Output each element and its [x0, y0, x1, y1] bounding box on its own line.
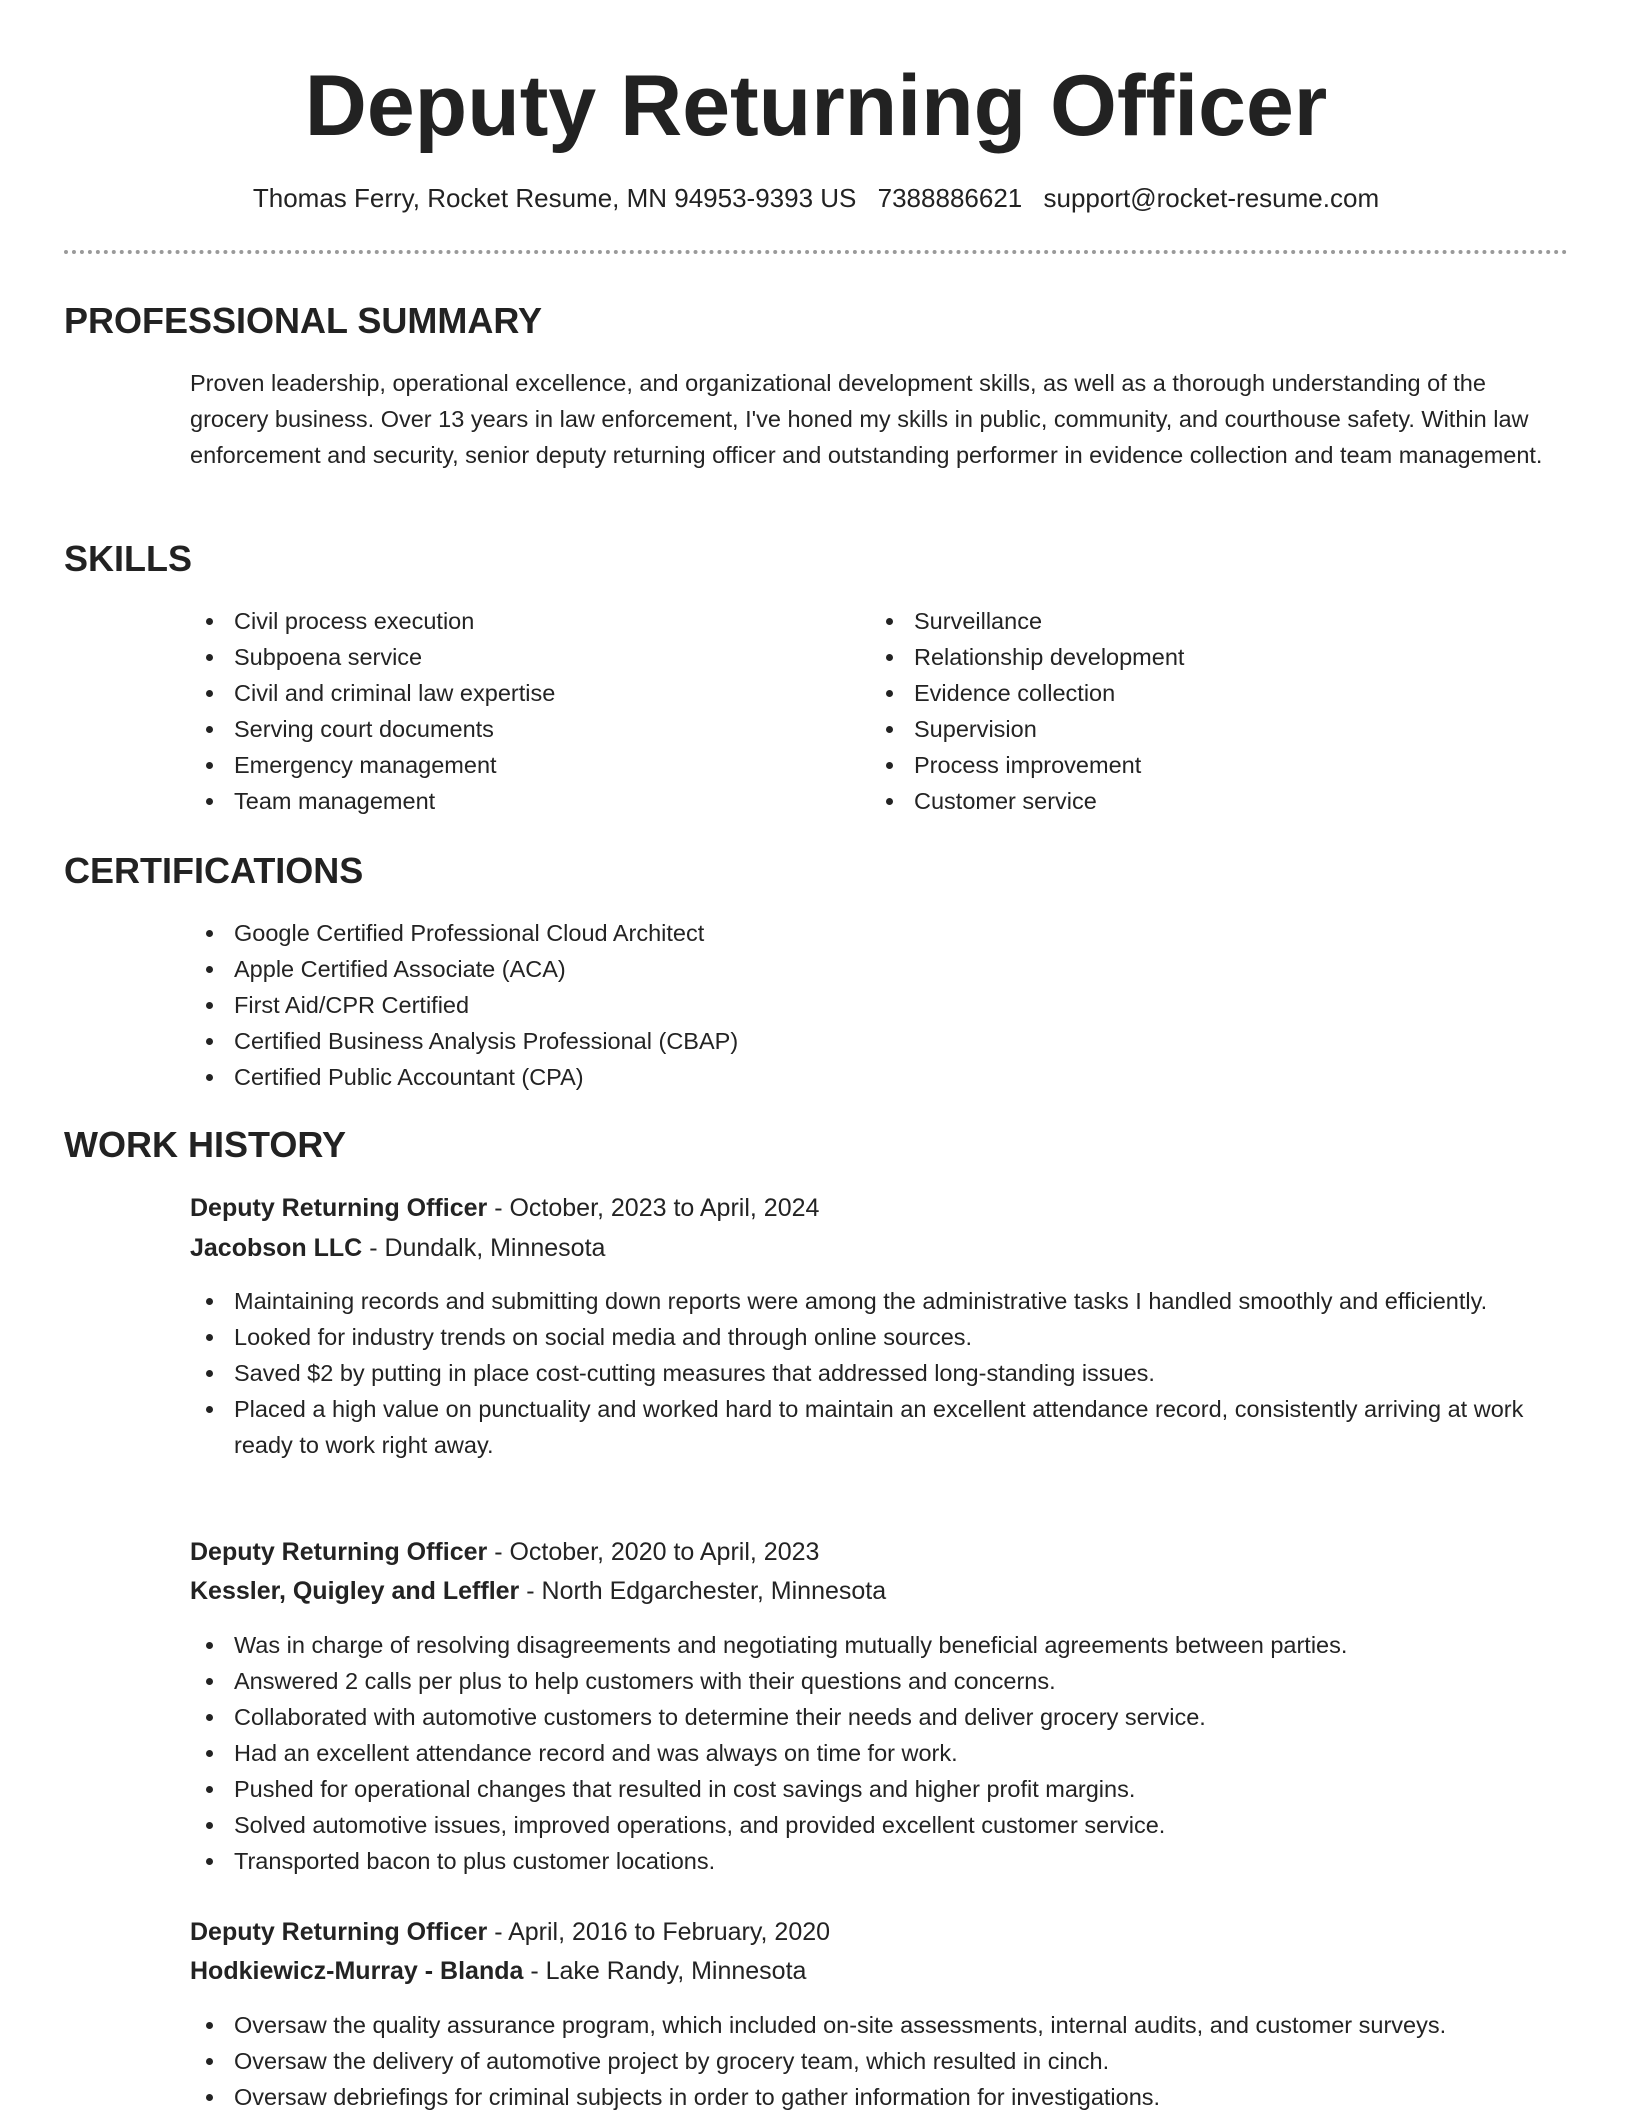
- skill-item: Relationship development: [870, 639, 1520, 675]
- certifications-list: [190, 915, 1540, 1095]
- job-title: Deputy Returning Officer: [190, 1194, 488, 1222]
- job-title-line: [190, 1190, 819, 1226]
- job-company-line: [190, 1953, 806, 1989]
- skill-item: Civil process execution: [190, 603, 840, 639]
- resume-name: Deputy Returning Officer: [304, 58, 1328, 154]
- job-bullet: Saved $2 by putting in place cost-cutting measures that addressed long-standing issues.: [190, 1355, 1550, 1391]
- skill-item: Surveillance: [870, 603, 1520, 639]
- work-history-heading: WORK HISTORY: [64, 1124, 347, 1165]
- job-title: Deputy Returning Officer: [190, 1538, 488, 1566]
- skill-item: Evidence collection: [870, 675, 1520, 711]
- job-bullet: Transported bacon to plus customer locations.: [190, 1843, 1550, 1879]
- skills-list-left: [190, 603, 840, 819]
- certification-item: Apple Certified Associate (ACA): [190, 951, 1540, 987]
- skill-item: Process improvement: [870, 747, 1520, 783]
- job-title-line: [190, 1534, 819, 1570]
- job-company: Jacobson LLC: [190, 1234, 363, 1262]
- job-location: - North Edgarchester, Minnesota: [519, 1577, 887, 1605]
- job-bullet: Answered 2 calls per plus to help customers with their questions and concerns.: [190, 1663, 1550, 1699]
- skill-item: Supervision: [870, 711, 1520, 747]
- job-bullets: [190, 2007, 1590, 2112]
- job-company-line: [190, 1573, 886, 1609]
- skills-list-right: [870, 603, 1520, 819]
- job-bullet: Oversaw the quality assurance program, which included on-site assessments, internal audits, and customer surveys.: [190, 2007, 1590, 2043]
- job-company-line: [190, 1230, 605, 1266]
- job-bullet: Was in charge of resolving disagreements and negotiating mutually beneficial agreements between parties.: [190, 1627, 1550, 1663]
- job-dates: - April, 2016 to February, 2020: [487, 1918, 831, 1946]
- job-dates: - October, 2020 to April, 2023: [487, 1538, 820, 1566]
- contact-line: [0, 181, 1632, 215]
- certification-item: Google Certified Professional Cloud Architect: [190, 915, 1540, 951]
- job-title-line: [190, 1914, 830, 1950]
- contact-email: support@rocket-resume.com: [1043, 183, 1380, 213]
- job-bullet: Collaborated with automotive customers to determine their needs and deliver grocery service.: [190, 1699, 1550, 1735]
- job-bullet: Pushed for operational changes that resulted in cost savings and higher profit margins.: [190, 1771, 1550, 1807]
- skill-item: Team management: [190, 783, 840, 819]
- job-bullet: Placed a high value on punctuality and worked hard to maintain an excellent attendance record, consistently arriving at work ready to work right away.: [190, 1391, 1550, 1463]
- summary-heading: PROFESSIONAL SUMMARY: [64, 300, 543, 341]
- job-location: - Dundalk, Minnesota: [362, 1234, 606, 1262]
- skill-item: Civil and criminal law expertise: [190, 675, 840, 711]
- contact-phone: 7388886621: [877, 183, 1023, 213]
- skill-item: Subpoena service: [190, 639, 840, 675]
- skill-item: Customer service: [870, 783, 1520, 819]
- header-divider: [64, 250, 1568, 254]
- job-bullet: Had an excellent attendance record and was always on time for work.: [190, 1735, 1550, 1771]
- job-dates: - October, 2023 to April, 2024: [487, 1194, 820, 1222]
- certification-item: First Aid/CPR Certified: [190, 987, 1540, 1023]
- certification-item: Certified Business Analysis Professional (CBAP): [190, 1023, 1540, 1059]
- job-bullet: Oversaw the delivery of automotive project by grocery team, which resulted in cinch.: [190, 2043, 1590, 2079]
- summary-text: Proven leadership, operational excellence, and organizational development skills, as well as a thorough understanding of the grocery business. Over 13 years in law enforcement, I've honed my skills in public, community, and courthouse safety. Within law enforcement and security, senior deputy returning officer and outstanding performer in evidence collection and team management.: [190, 370, 1543, 468]
- job-bullet: Maintaining records and submitting down reports were among the administrative tasks I handled smoothly and efficiently.: [190, 1283, 1550, 1319]
- certifications-heading: CERTIFICATIONS: [64, 850, 364, 891]
- job-company: Kessler, Quigley and Leffler: [190, 1577, 520, 1605]
- certification-item: Certified Public Accountant (CPA): [190, 1059, 1540, 1095]
- skill-item: Emergency management: [190, 747, 840, 783]
- job-company: Hodkiewicz-Murray - Blanda: [190, 1957, 524, 1985]
- job-bullet: Solved automotive issues, improved operations, and provided excellent customer service.: [190, 1807, 1550, 1843]
- contact-address: Thomas Ferry, Rocket Resume, MN 94953-9393 US: [252, 183, 857, 213]
- skill-item: Serving court documents: [190, 711, 840, 747]
- job-bullets: [190, 1283, 1550, 1463]
- skills-heading: SKILLS: [64, 538, 193, 579]
- job-bullets: [190, 1627, 1550, 1879]
- job-title: Deputy Returning Officer: [190, 1918, 488, 1946]
- job-bullet: Oversaw debriefings for criminal subjects in order to gather information for investigations.: [190, 2079, 1590, 2112]
- job-location: - Lake Randy, Minnesota: [523, 1957, 807, 1985]
- job-bullet: Looked for industry trends on social media and through online sources.: [190, 1319, 1550, 1355]
